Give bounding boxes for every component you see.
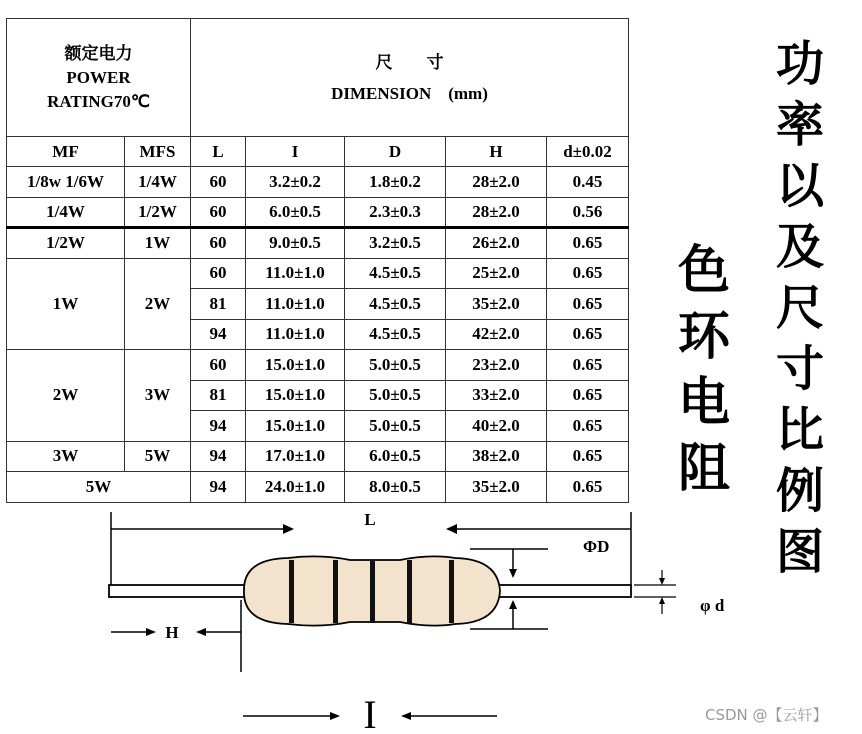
vertical-char: 以 — [776, 158, 825, 214]
power-header-line: 额定电力 — [64, 43, 133, 64]
value-cell: 0.56 — [547, 197, 629, 228]
i-arrowhead-left — [330, 712, 340, 720]
mfs-cell: 1/2W — [125, 197, 191, 228]
mfs-cell: 2W — [125, 258, 191, 350]
power-cell: 5W — [7, 472, 191, 503]
vertical-char: 环 — [678, 307, 731, 367]
value-cell: 1.8±0.2 — [345, 167, 446, 198]
mf-cell: 1/2W — [7, 228, 125, 259]
vertical-char: 功 — [776, 36, 825, 92]
value-cell: 5.0±0.5 — [345, 411, 446, 442]
value-cell: 0.65 — [547, 472, 629, 503]
value-cell: 94 — [191, 411, 246, 442]
value-cell: 15.0±1.0 — [246, 411, 345, 442]
vertical-char: 图 — [776, 524, 825, 580]
value-cell: 60 — [191, 228, 246, 259]
value-cell: 4.5±0.5 — [345, 289, 446, 320]
value-cell: 35±2.0 — [446, 289, 547, 320]
value-cell: 40±2.0 — [446, 411, 547, 442]
value-cell: 25±2.0 — [446, 258, 547, 289]
value-cell: 6.0±0.5 — [345, 441, 446, 472]
mf-cell: 1/8w 1/6W — [7, 167, 125, 198]
value-cell: 28±2.0 — [446, 197, 547, 228]
column-header: I — [246, 137, 345, 167]
value-cell: 15.0±1.0 — [246, 380, 345, 411]
value-cell: 60 — [191, 167, 246, 198]
value-cell: 94 — [191, 472, 246, 503]
value-cell: 5.0±0.5 — [345, 350, 446, 381]
value-cell: 81 — [191, 289, 246, 320]
value-cell: 4.5±0.5 — [345, 319, 446, 350]
value-cell: 0.65 — [547, 228, 629, 259]
vertical-char: 例 — [776, 463, 825, 519]
vertical-char: 率 — [776, 97, 825, 153]
value-cell: 3.2±0.5 — [345, 228, 446, 259]
d-arrowhead-top — [509, 569, 517, 578]
value-cell: 24.0±1.0 — [246, 472, 345, 503]
color-band-3 — [370, 560, 375, 623]
value-cell: 0.65 — [547, 441, 629, 472]
label-l: L — [364, 510, 376, 529]
i-arrowhead-right — [401, 712, 411, 720]
value-cell: 81 — [191, 380, 246, 411]
vertical-char: 比 — [776, 402, 825, 458]
value-cell: 0.65 — [547, 319, 629, 350]
value-cell: 38±2.0 — [446, 441, 547, 472]
value-cell: 11.0±1.0 — [246, 319, 345, 350]
value-cell: 8.0±0.5 — [345, 472, 446, 503]
l-arrowhead-right — [446, 524, 457, 534]
mf-cell: 2W — [7, 350, 125, 442]
dimension-header-line: 尺 寸 — [375, 52, 444, 73]
column-header: H — [446, 137, 547, 167]
column-header: MFS — [125, 137, 191, 167]
column-header: L — [191, 137, 246, 167]
d-arrowhead-bottom — [509, 600, 517, 609]
lead-left — [109, 585, 247, 597]
power-header-line: RATING70℃ — [47, 91, 150, 111]
color-band-2 — [333, 560, 338, 623]
value-cell: 4.5±0.5 — [345, 258, 446, 289]
value-cell: 0.65 — [547, 289, 629, 320]
value-cell: 11.0±1.0 — [246, 258, 345, 289]
value-cell: 60 — [191, 197, 246, 228]
column-header: MF — [7, 137, 125, 167]
value-cell: 35±2.0 — [446, 472, 547, 503]
value-cell: 26±2.0 — [446, 228, 547, 259]
label-h: H — [165, 623, 179, 642]
color-band-5 — [449, 560, 454, 623]
value-cell: 15.0±1.0 — [246, 350, 345, 381]
value-cell: 5.0±0.5 — [345, 380, 446, 411]
value-cell: 6.0±0.5 — [246, 197, 345, 228]
color-band-4 — [407, 560, 412, 623]
label-phi-d: ΦD — [583, 537, 610, 556]
mfs-cell: 1/4W — [125, 167, 191, 198]
mfs-cell: 3W — [125, 350, 191, 442]
lead-d-arrowhead-top — [659, 578, 665, 585]
mfs-cell: 5W — [125, 441, 191, 472]
color-band-1 — [289, 560, 294, 623]
value-cell: 0.45 — [547, 167, 629, 198]
value-cell: 2.3±0.3 — [345, 197, 446, 228]
h-arrowhead-right — [196, 628, 206, 636]
dimension-header-line: DIMENSION (mm) — [331, 83, 488, 103]
value-cell: 3.2±0.2 — [246, 167, 345, 198]
power-header-line: POWER — [66, 67, 131, 87]
value-cell: 11.0±1.0 — [246, 289, 345, 320]
h-arrowhead-left — [146, 628, 156, 636]
vertical-char: 寸 — [776, 341, 825, 397]
mf-cell: 3W — [7, 441, 125, 472]
vertical-char: 电 — [678, 373, 731, 433]
value-cell: 60 — [191, 350, 246, 381]
label-i: I — [363, 692, 377, 734]
value-cell: 0.65 — [547, 258, 629, 289]
value-cell: 42±2.0 — [446, 319, 547, 350]
vertical-char: 阻 — [678, 439, 731, 499]
value-cell: 94 — [191, 319, 246, 350]
value-cell: 0.65 — [547, 380, 629, 411]
value-cell: 0.65 — [547, 350, 629, 381]
value-cell: 17.0±1.0 — [246, 441, 345, 472]
column-header: D — [345, 137, 446, 167]
lead-right — [493, 585, 631, 597]
value-cell: 94 — [191, 441, 246, 472]
l-arrowhead-left — [283, 524, 294, 534]
lead-d-arrowhead-bottom — [659, 597, 665, 604]
vertical-char: 尺 — [776, 280, 825, 336]
value-cell: 33±2.0 — [446, 380, 547, 411]
vertical-char: 及 — [776, 219, 825, 275]
value-cell: 23±2.0 — [446, 350, 547, 381]
mf-cell: 1/4W — [7, 197, 125, 228]
vertical-char: 色 — [678, 241, 731, 301]
watermark: CSDN @【云轩】 — [705, 706, 828, 724]
mfs-cell: 1W — [125, 228, 191, 259]
column-header: d±0.02 — [547, 137, 629, 167]
mf-cell: 1W — [7, 258, 125, 350]
value-cell: 0.65 — [547, 411, 629, 442]
value-cell: 28±2.0 — [446, 167, 547, 198]
value-cell: 9.0±0.5 — [246, 228, 345, 259]
label-lead-d: φ d — [700, 596, 725, 615]
value-cell: 60 — [191, 258, 246, 289]
